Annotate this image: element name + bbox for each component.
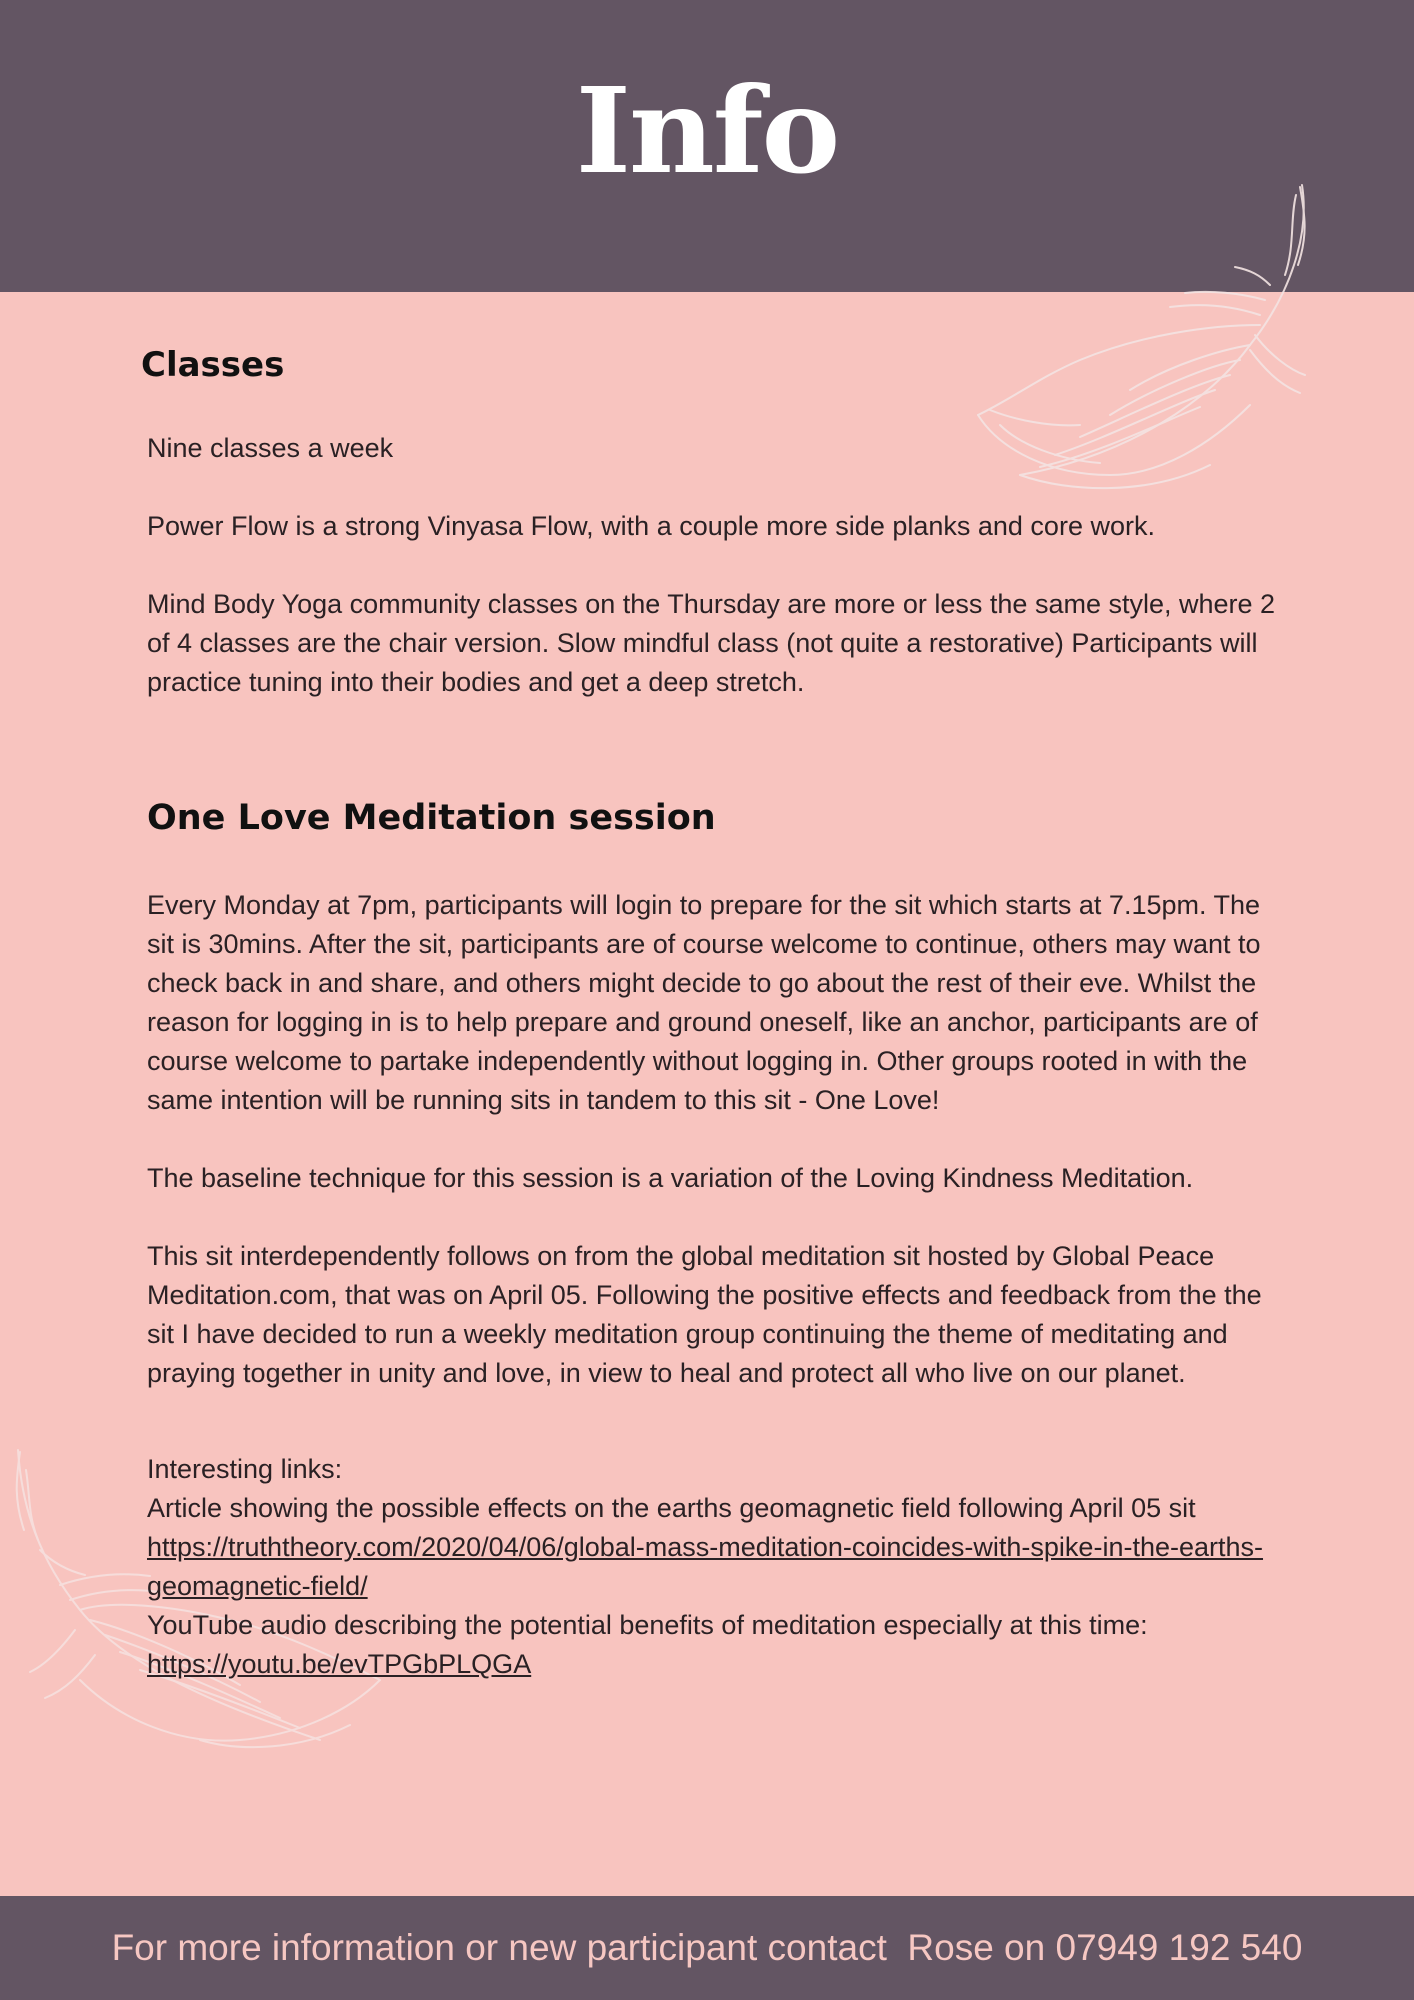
footer-contact-text: For more information or new participant contact Rose on 07949 192 540	[111, 1927, 1303, 1968]
footer-band	[0, 1896, 1414, 2000]
youtube-link[interactable]: https://youtu.be/evTPGbPLQGA	[147, 1649, 532, 1679]
meditation-paragraph: This sit interdependently follows on from the global meditation sit hosted by Global Peace Meditation.com, that was on April 05. Following the positive effects and feedback from the the sit I have decided to run a weekly meditation group continuing the theme of meditating and praying together in unity and love, in view to heal and protect all who live on our planet.	[147, 1241, 1262, 1388]
meditation-paragraph: Every Monday at 7pm, participants will login to prepare for the sit which starts at 7.15pm. The sit is 30mins. After the sit, participants are of course welcome to continue, others may want to check back in and share, and others might decide to go about the rest of their eve. Whilst the reason for logging in is to help prepare and ground oneself, like an anchor, participants are of course welcome to partake independently without logging in. Other groups rooted in with the same intention will be running sits in tandem to this sit - One Love!	[147, 890, 1261, 1115]
article-description: Article showing the possible effects on the earths geomagnetic field following April 05 sit	[147, 1493, 1196, 1523]
classes-paragraph: Mind Body Yoga community classes on the Thursday are more or less the same style, where 2 of 4 classes are the chair version. Slow mindful class (not quite a restorative) Participants will practice tuning into their bodies and get a deep stretch.	[147, 589, 1276, 697]
classes-paragraph: Nine classes a week	[147, 433, 394, 463]
main-content	[141, 330, 1287, 1684]
header-band	[0, 0, 1414, 292]
classes-paragraph: Power Flow is a strong Vinyasa Flow, with a couple more side planks and core work.	[147, 511, 1155, 541]
links-section	[147, 1450, 1287, 1684]
meditation-heading: One Love Meditation session	[147, 798, 716, 838]
page-title: Info	[575, 61, 839, 200]
article-link[interactable]: https://truththeory.com/2020/04/06/global-mass-meditation-coincides-with-spike-in-the-earths-geomagnetic-field/	[147, 1532, 1264, 1601]
youtube-description: YouTube audio describing the potential benefits of meditation especially at this time:	[147, 1610, 1148, 1640]
classes-heading: Classes	[141, 345, 285, 385]
links-intro: Interesting links:	[147, 1454, 343, 1484]
meditation-paragraph: The baseline technique for this session is a variation of the Loving Kindness Meditation.	[147, 1163, 1194, 1193]
